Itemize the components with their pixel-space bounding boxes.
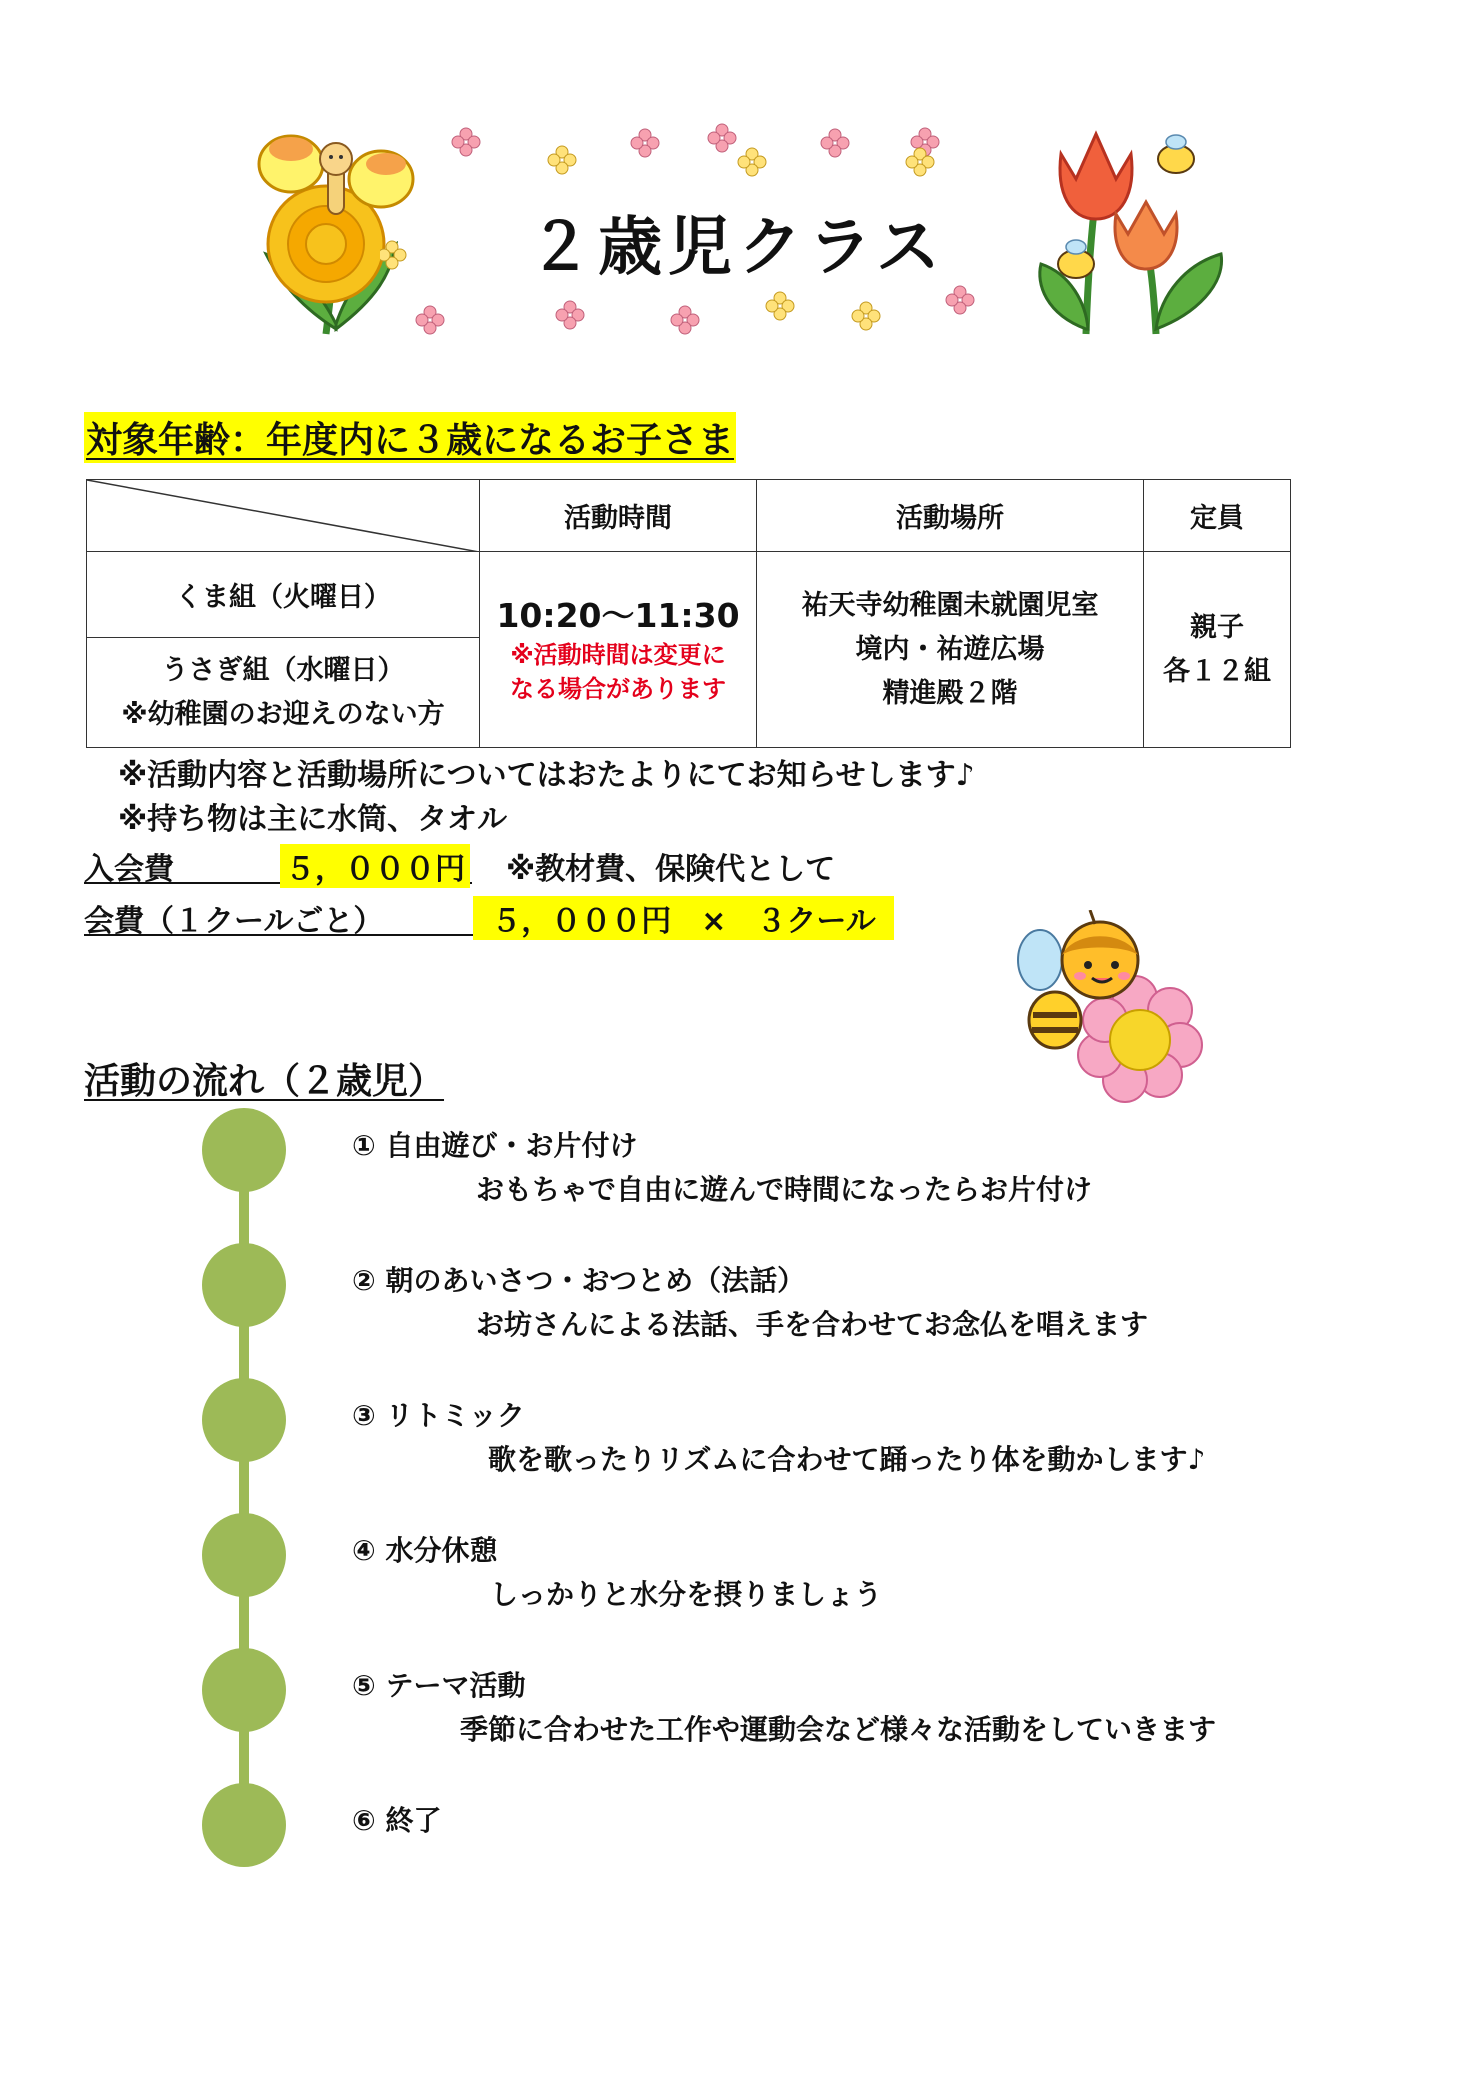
entry-fee-value: ５，０００円 [280,844,470,888]
header-capacity: 定員 [1144,480,1291,552]
group-usagi-cell [87,638,480,748]
capacity-2: 各１２組 [1163,655,1271,687]
timeline-dot-6 [202,1783,286,1867]
term-fee-value: ５，０００円 × ３クール [473,896,894,940]
target-age-heading: 対象年齢：年度内に３歳になるお子さま [84,412,736,463]
entry-fee-label: 入会費 [84,852,174,887]
entry-fee-row [84,844,472,887]
time-cell [480,552,757,748]
step-5-desc: 季節に合わせた工作や運動会など様々な活動をしていきます [460,1713,1217,1746]
step-1-desc: おもちゃで自由に遊んで時間になったらお片付け [476,1173,1093,1206]
term-fee-label: 会費（１クールごと） [84,904,384,939]
timeline-dot-4 [202,1513,286,1597]
note-activity: ※活動内容と活動場所についてはおたよりにてお知らせします♪ [118,758,975,793]
flow-heading: 活動の流れ（２歳児） [84,1061,445,1102]
step-3-desc: 歌を歌ったりリズムに合わせて踊ったり体を動かします♪ [488,1443,1206,1476]
time-value: 10:20～11:30 [496,595,740,635]
step-2-desc: お坊さんによる法話、手を合わせてお念仏を唱えます [476,1308,1149,1341]
timeline-dot-2 [202,1243,286,1327]
table-corner-cell [87,480,480,552]
step-2-title: ② 朝のあいさつ・おつとめ（法話） [352,1264,806,1297]
time-note-2: なる場合があります [510,674,726,703]
term-fee-row [84,896,894,939]
header-place: 活動場所 [757,480,1144,552]
timeline-dot-3 [202,1378,286,1462]
bee-flower-illustration [1000,910,1220,1110]
schedule-table [86,479,1291,748]
step-6-title: ⑥ 終了 [352,1804,442,1837]
group-kuma: くま組（火曜日） [87,552,480,638]
note-belongings: ※持ち物は主に水筒、タオル [118,802,508,837]
step-4-desc: しっかりと水分を摂りましょう [490,1578,883,1611]
place-1: 祐天寺幼稚園未就園児室 [801,589,1099,621]
capacity-cell [1144,552,1291,748]
timeline-dot-5 [202,1648,286,1732]
entry-fee-note: ※教材費、保険代として [506,852,836,887]
step-4-title: ④ 水分休憩 [352,1534,498,1567]
place-cell [757,552,1144,748]
group-usagi: うさぎ組（水曜日） [161,654,405,686]
step-1-title: ① 自由遊び・お片付け [352,1129,638,1162]
step-3-title: ③ リトミック [352,1399,525,1432]
timeline-dot-1 [202,1108,286,1192]
time-note-1: ※活動時間は変更に [510,640,726,669]
group-usagi-note: ※幼稚園のお迎えのない方 [121,698,445,730]
step-5-title: ⑤ テーマ活動 [352,1669,526,1702]
header-time: 活動時間 [480,480,757,552]
capacity-1: 親子 [1190,611,1244,643]
page-title: ２歳児クラス [527,211,947,285]
place-2: 境内・祐遊広場 [855,633,1045,665]
place-3: 精進殿２階 [882,677,1018,709]
diagonal-line [87,480,479,552]
